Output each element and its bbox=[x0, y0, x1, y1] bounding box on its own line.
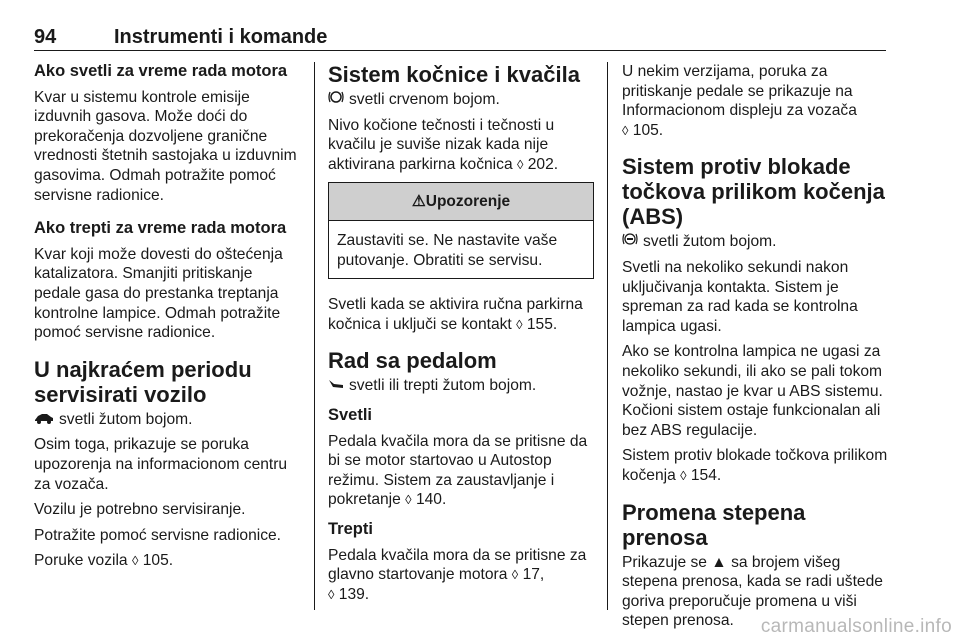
page-ref-icon: ◊ bbox=[516, 156, 524, 172]
page-ref[interactable]: 105. bbox=[142, 552, 174, 570]
page-ref[interactable]: 202. bbox=[527, 155, 559, 173]
icon-caption: svetli žutom bojom. bbox=[59, 410, 193, 428]
paragraph bbox=[328, 376, 594, 396]
warning-header bbox=[329, 183, 593, 221]
section-heading: Rad sa pedalom bbox=[328, 348, 497, 374]
page-ref[interactable]: 155. bbox=[526, 315, 558, 333]
paragraph-text: Sistem protiv blokade točkova prilikom kočenja bbox=[622, 447, 888, 484]
page-ref[interactable]: 139. bbox=[338, 585, 370, 603]
paragraph-text: U nekim verzijama, poruka za pritiskanje pedale se prikazuje na Informacionom displeju za vozača bbox=[622, 63, 857, 120]
paragraph-text: sa brojem višeg stepena prenosa, kada se radi uštede goriva preporučuje promena u viši stepen prenosa. bbox=[622, 553, 883, 630]
column-divider bbox=[607, 62, 608, 610]
warning-triangle-icon: ⚠ bbox=[411, 193, 426, 211]
section-heading: U najkraćem periodu servisirati vozilo bbox=[34, 356, 252, 407]
paragraph bbox=[622, 446, 888, 485]
paragraph bbox=[34, 551, 302, 571]
section-heading: Sistem kočnice i kvačila bbox=[328, 62, 580, 87]
paragraph: Kvar u sistemu kontrole emisije izduvnih gasova. Može doći do prekoračenja dozvoljene granične vrednosti štetnih sastojaka u izduvnim gasovima. Odmah potražite pomoć servisne radionice. bbox=[34, 88, 297, 204]
paragraph: Vozilu je potrebno servisiranje. bbox=[34, 501, 246, 519]
paragraph: Osim toga, prikazuje se poruka upozorenja na informacionom centru za vozača. bbox=[34, 436, 288, 493]
reference-text: Poruke vozila bbox=[34, 552, 128, 570]
column-divider bbox=[314, 62, 315, 610]
paragraph: Kvar koji može dovesti do oštećenja katalizatora. Smanjiti pritiskanje pedale gasa do prestanka treptanja kontrolne lampice. Odmah potražite pomoć servisne radionice. bbox=[34, 245, 283, 342]
icon-caption: svetli crvenom bojom. bbox=[349, 91, 500, 108]
page-ref-icon: ◊ bbox=[405, 492, 412, 508]
column-right bbox=[622, 62, 888, 637]
abs-icon bbox=[622, 233, 638, 249]
section-heading: Ako svetli za vreme rada motora bbox=[34, 62, 288, 80]
icon-caption: svetli ili trepti žutom bojom. bbox=[349, 377, 537, 395]
paragraph bbox=[328, 546, 594, 605]
page-ref-icon: ◊ bbox=[131, 553, 139, 569]
paragraph bbox=[622, 62, 888, 140]
warning-body: Zaustaviti se. Ne nastavite vaše putovanje. Obratiti se servisu. bbox=[337, 231, 558, 269]
page-ref[interactable]: 154. bbox=[690, 466, 722, 484]
warning-label: Upozorenje bbox=[425, 193, 511, 211]
section-heading: Ako trepti za vreme rada motora bbox=[34, 219, 287, 238]
paragraph bbox=[328, 116, 594, 175]
paragraph-text: Pedala kvačila mora da se pritisne da bi se motor startovao u Autostop režimu. Sistem za zaustavljanje i pokretanje bbox=[328, 432, 588, 509]
section-heading: Svetli bbox=[328, 405, 373, 424]
paragraph-text: Svetli kada se aktivira ručna parkirna kočnica i uključi se kontakt bbox=[328, 296, 583, 333]
paragraph-text: Prikazuje se bbox=[622, 553, 707, 571]
page-ref-icon: ◊ bbox=[328, 586, 335, 602]
section-heading: Sistem protiv blokade točkova prilikom kočenja (ABS) bbox=[622, 154, 885, 230]
page-ref-icon: ◊ bbox=[511, 567, 519, 583]
paragraph bbox=[34, 410, 302, 430]
page-ref-icon: ◊ bbox=[622, 122, 629, 138]
page-ref[interactable]: 17, bbox=[522, 566, 545, 584]
paragraph: Svetli na nekoliko sekundi nakon uključivanja kontakta. Sistem je spreman za rad kada se kontrolna lampica ugasi. bbox=[622, 258, 858, 335]
page-header bbox=[34, 26, 886, 51]
column-middle bbox=[328, 62, 594, 610]
watermark: carmanualsonline.info bbox=[760, 616, 952, 637]
paragraph-text: Pedala kvačila mora da se pritisne za glavno startovanje motora bbox=[328, 546, 587, 584]
page-ref-icon: ◊ bbox=[516, 316, 523, 332]
upshift-arrow-icon: ▲ bbox=[711, 553, 727, 571]
brake-warning-icon bbox=[328, 91, 344, 107]
paragraph: Ako se kontrolna lampica ne ugasi za nekoliko sekundi, ili ako se pali tokom vožnje, nastao je kvar u ABS sistemu. Kočioni sistem ostaje funkcionalan ali bez ABS regulacije. bbox=[622, 343, 883, 439]
service-vehicle-icon bbox=[34, 411, 54, 427]
section-heading: Promena stepena prenosa bbox=[622, 499, 806, 550]
paragraph bbox=[328, 295, 594, 334]
page-ref[interactable]: 140. bbox=[415, 491, 447, 509]
paragraph: Potražite pomoć servisne radionice. bbox=[34, 526, 282, 544]
page-number: 94 bbox=[34, 26, 57, 48]
page-ref-icon: ◊ bbox=[680, 467, 687, 483]
paragraph-text: Nivo kočione tečnosti i tečnosti u kvačilu je suviše nizak kada nije aktivirana parkirna kočnica bbox=[328, 116, 555, 173]
warning-box bbox=[328, 182, 594, 279]
clutch-pedal-icon bbox=[328, 377, 344, 393]
paragraph bbox=[328, 90, 594, 110]
paragraph bbox=[328, 432, 594, 510]
section-heading: Trepti bbox=[328, 519, 373, 538]
running-title: Instrumenti i komande bbox=[114, 26, 328, 48]
page-ref[interactable]: 105. bbox=[632, 121, 664, 139]
column-left bbox=[34, 62, 302, 577]
icon-caption: svetli žutom bojom. bbox=[643, 233, 777, 251]
paragraph bbox=[622, 232, 888, 252]
